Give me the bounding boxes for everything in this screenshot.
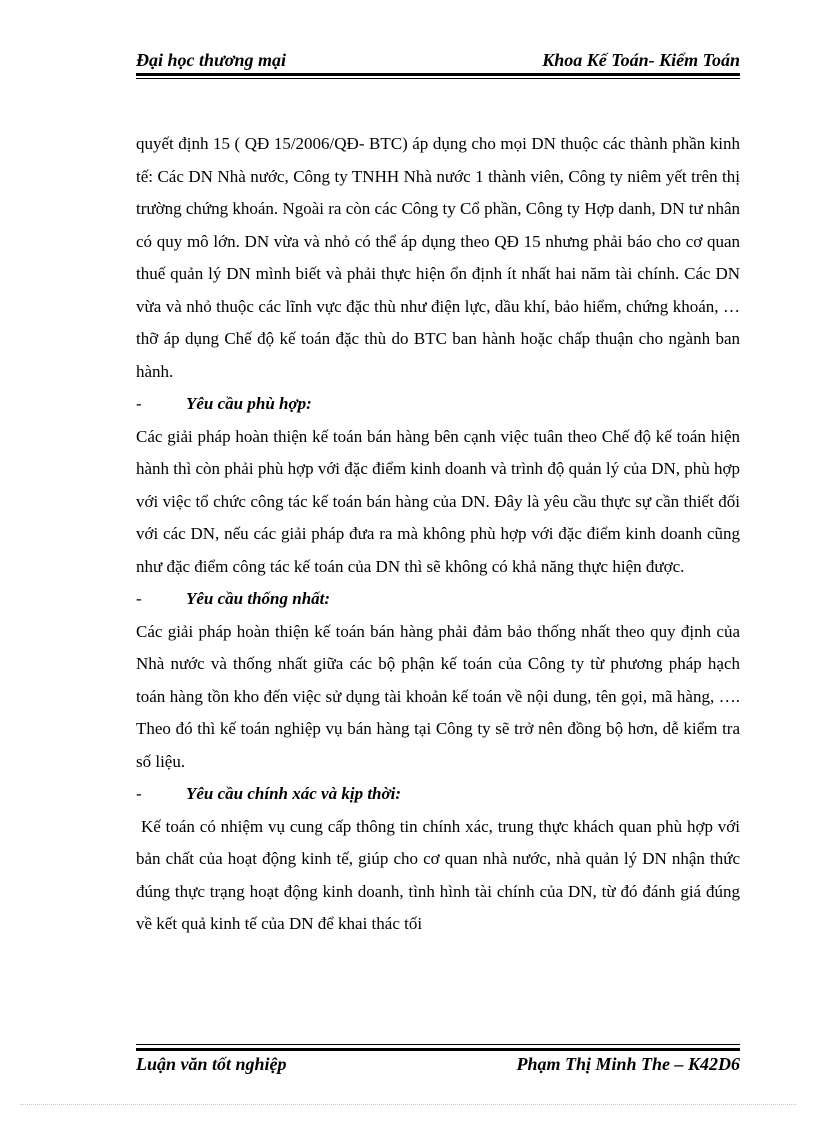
heading-suitability xyxy=(136,388,740,421)
footer-rule-thick xyxy=(136,1048,740,1051)
page-bottom-dotted-line xyxy=(20,1104,796,1105)
footer-thesis-label: Luận văn tốt nghiệp xyxy=(136,1054,287,1074)
heading-dash: - xyxy=(136,784,142,803)
paragraph-consistency: Các giải pháp hoàn thiện kế toán bán hàng phải đảm bảo thống nhất theo quy định của Nhà nước và thống nhất giữa các bộ phận kế toán của Công ty từ phương pháp hạch toán hàng tồn kho đến việc sử dụng tài khoản kế toán về nội dung, tên gọi, mã hàng, …. Theo đó thì kế toán nghiệp vụ bán hàng tại Công ty sẽ trở nên đồng bộ hơn, dễ kiểm tra số liệu. xyxy=(136,621,740,771)
heading-text: Yêu cầu thống nhất: xyxy=(186,589,331,608)
footer-author: Phạm Thị Minh The – K42D6 xyxy=(516,1054,740,1074)
paragraph-suitability: Các giải pháp hoàn thiện kế toán bán hàng bên cạnh việc tuân theo Chế độ kế toán hiện hành thì còn phải phù hợp với đặc điểm kinh doanh và trình độ quản lý của DN, phù hợp với việc tổ chức công tác kế toán bán hàng của DN. Đây là yêu cầu thực sự cần thiết đối với các DN, nếu các giải pháp đưa ra mà không phù hợp với đặc điểm kinh doanh cũng như đặc điểm công tác kế toán của DN thì sẽ không có khả năng thực hiện được. xyxy=(136,426,740,576)
header-university: Đại học thương mại xyxy=(136,50,286,70)
heading-text: Yêu cầu phù hợp: xyxy=(186,394,312,413)
heading-dash: - xyxy=(136,394,142,413)
header-faculty: Khoa Kế Toán- Kiểm Toán xyxy=(542,50,740,70)
page-footer xyxy=(136,1052,740,1076)
header-rule-thick xyxy=(136,73,740,76)
paragraph-accuracy: Kế toán có nhiệm vụ cung cấp thông tin chính xác, trung thực khách quan phù hợp với bản chất của hoạt động kinh tế, giúp cho cơ quan nhà nước, nhà quản lý DN nhận thức đúng thực trạng hoạt động kinh doanh, tình hình tài chính của DN, từ đó đánh giá đúng về kết quả kinh tế của DN để khai thác tối xyxy=(136,816,740,933)
header-rule-thin xyxy=(136,78,740,79)
heading-dash: - xyxy=(136,589,142,608)
footer-rule-thin xyxy=(136,1044,740,1045)
heading-text: Yêu cầu chính xác và kịp thời: xyxy=(186,784,402,803)
paragraph-scope: quyết định 15 ( QĐ 15/2006/QĐ- BTC) áp dụng cho mọi DN thuộc các thành phần kinh tế: Các DN Nhà nước, Công ty TNHH Nhà nước 1 thành viên, Công ty niêm yết trên thị trường chứng khoán. Ngoài ra còn các Công ty Cổ phần, Công ty Hợp danh, DN tư nhân có quy mô lớn. DN vừa và nhỏ có thể áp dụng theo QĐ 15 nhưng phải báo cho cơ quan thuế quản lý DN mình biết và phải thực hiện ổn định ít nhất hai năm tài chính. Các DN vừa và nhỏ thuộc các lĩnh vực đặc thù như điện lực, dầu khí, bảo hiểm, chứng khoán, …thỡ áp dụng Chế độ kế toán đặc thù do BTC ban hành hoặc chấp thuận cho ngành ban hành. xyxy=(136,134,740,381)
page-header xyxy=(136,48,740,72)
heading-consistency xyxy=(136,583,740,616)
body-content xyxy=(136,128,740,941)
heading-accuracy xyxy=(136,778,740,811)
